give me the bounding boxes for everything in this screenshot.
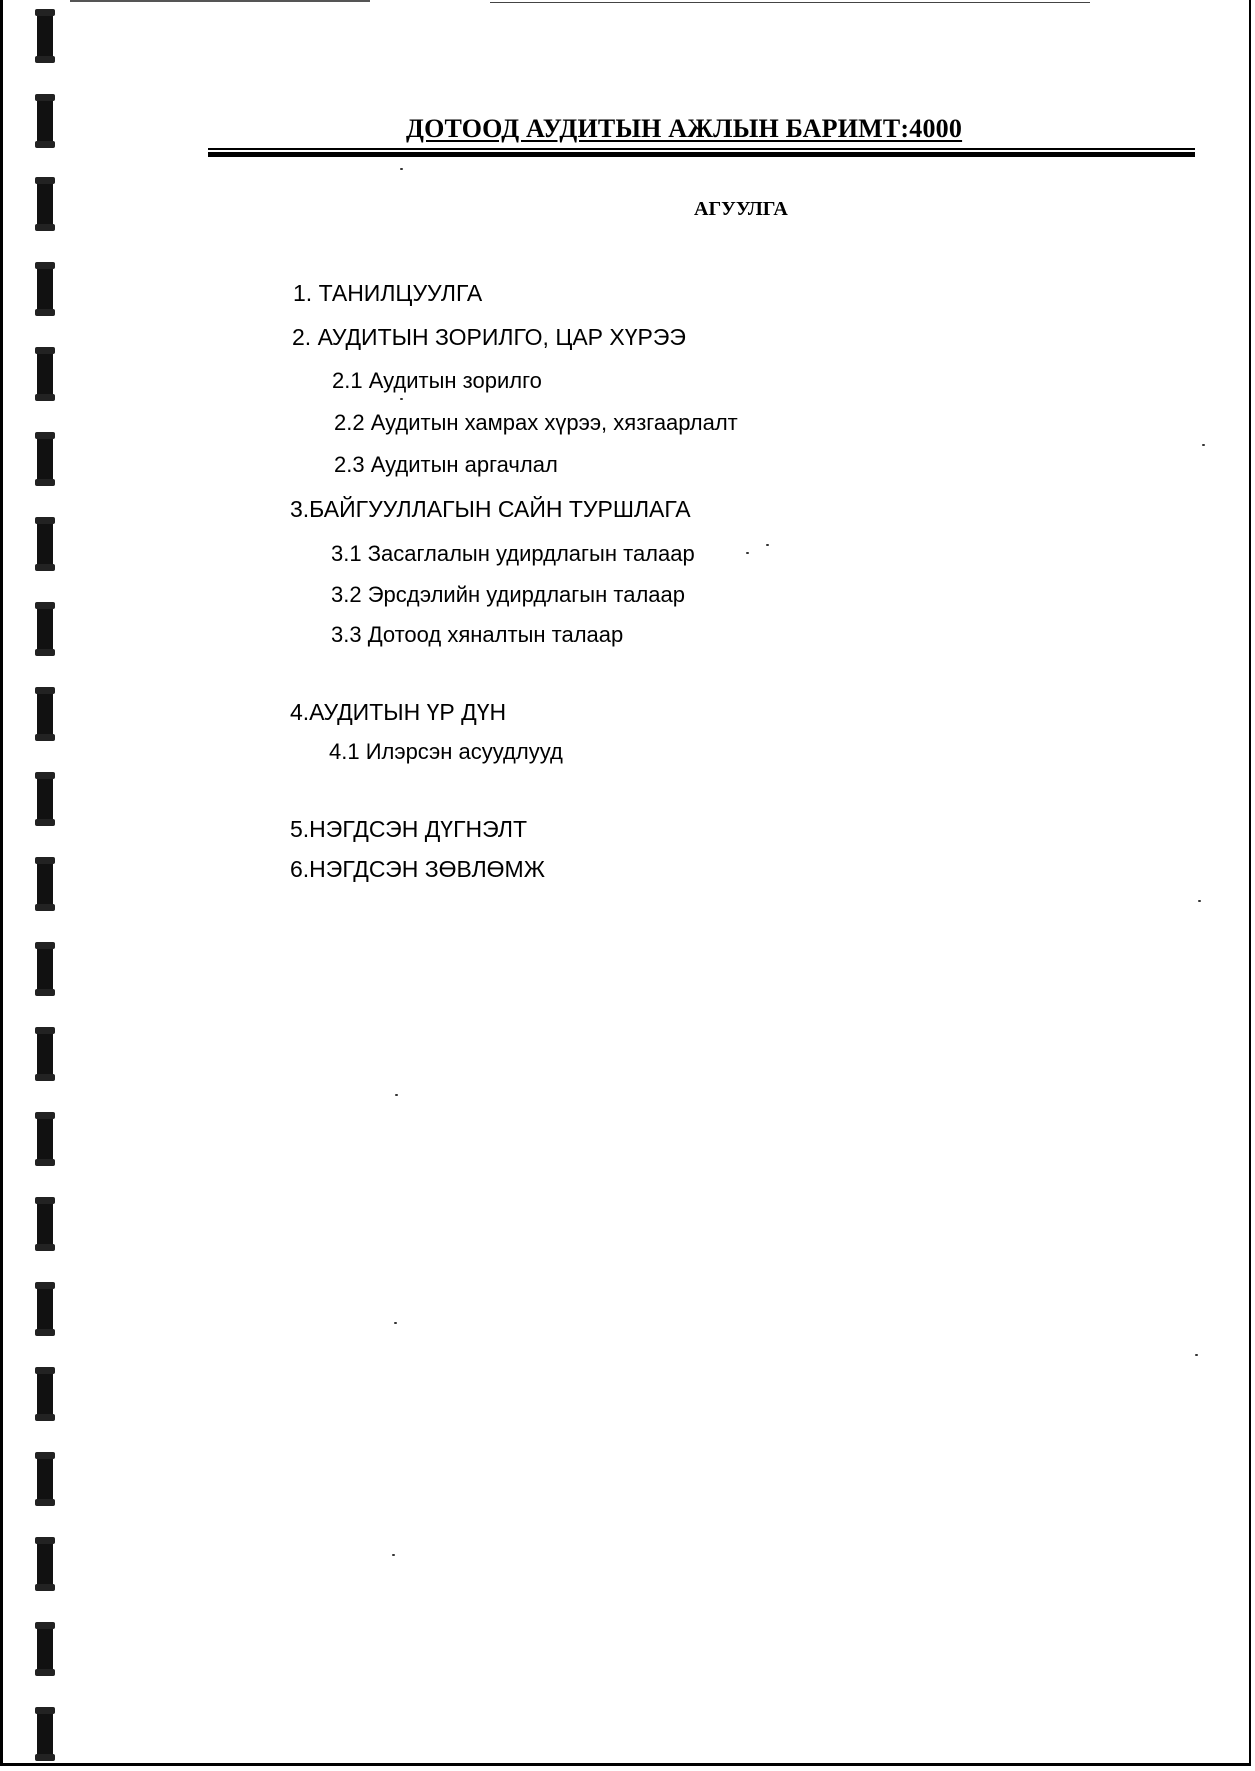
toc-item: 1. ТАНИЛЦУУЛГА — [293, 280, 483, 306]
scan-speck — [400, 398, 403, 400]
document-title: ДОТООД АУДИТЫН АЖЛЫН БАРИМТ:4000 — [406, 114, 963, 143]
scan-speck — [394, 1322, 397, 1324]
toc-item: 6.НЭГДСЭН ЗӨВЛӨМЖ — [290, 856, 545, 882]
title-rule — [208, 148, 1195, 150]
binding-hole-icon — [37, 1285, 53, 1333]
binding-hole-icon — [37, 1370, 53, 1418]
toc-heading: АГУУЛГА — [694, 198, 788, 220]
binding-hole-icon — [37, 860, 53, 908]
binding-hole-icon — [37, 350, 53, 398]
binding-hole-icon — [37, 12, 53, 60]
binding-hole-icon — [37, 1455, 53, 1503]
scan-speck — [1195, 1354, 1198, 1356]
binding-hole-icon — [37, 1030, 53, 1078]
toc-subitem: 2.3 Аудитын аргачлал — [334, 452, 558, 477]
scan-speck — [400, 168, 403, 170]
toc-item: 2. АУДИТЫН ЗОРИЛГО, ЦАР ХҮРЭЭ — [292, 324, 686, 350]
scan-edge — [490, 2, 1090, 3]
binding-hole-icon — [37, 1710, 53, 1758]
scan-speck — [766, 544, 769, 546]
binding-hole-icon — [37, 97, 53, 145]
binding-hole-icon — [37, 945, 53, 993]
toc-subitem: 4.1 Илэрсэн асуудлууд — [329, 739, 563, 764]
scan-speck — [1198, 900, 1201, 902]
binding-hole-icon — [37, 690, 53, 738]
scan-speck — [1202, 444, 1205, 446]
binding-hole-icon — [37, 1200, 53, 1248]
toc-item: 5.НЭГДСЭН ДҮГНЭЛТ — [290, 816, 528, 842]
binding-hole-icon — [37, 265, 53, 313]
scan-speck — [392, 1554, 395, 1556]
binding-hole-icon — [37, 1540, 53, 1588]
toc-item: 3.БАЙГУУЛЛАГЫН САЙН ТУРШЛАГА — [290, 496, 691, 522]
toc-subitem: 3.2 Эрсдэлийн удирдлагын талаар — [331, 582, 685, 607]
binding-hole-icon — [37, 1625, 53, 1673]
toc-subitem: 2.2 Аудитын хамрах хүрээ, хязгаарлалт — [334, 410, 738, 435]
toc-subitem: 3.3 Дотоод хяналтын талаар — [331, 622, 624, 647]
title-rule — [208, 152, 1195, 157]
scan-speck — [746, 552, 749, 554]
scan-edge — [70, 0, 370, 2]
binding-hole-icon — [37, 605, 53, 653]
binding-hole-icon — [37, 1115, 53, 1163]
toc-subitem: 3.1 Засаглалын удирдлагын талаар — [331, 541, 695, 566]
binding-hole-icon — [37, 180, 53, 228]
binding-hole-icon — [37, 435, 53, 483]
binding-hole-icon — [37, 520, 53, 568]
toc-item: 4.АУДИТЫН ҮР ДҮН — [290, 699, 507, 725]
scan-speck — [395, 1094, 398, 1096]
binding-hole-icon — [37, 775, 53, 823]
toc-subitem: 2.1 Аудитын зорилго — [332, 368, 542, 393]
